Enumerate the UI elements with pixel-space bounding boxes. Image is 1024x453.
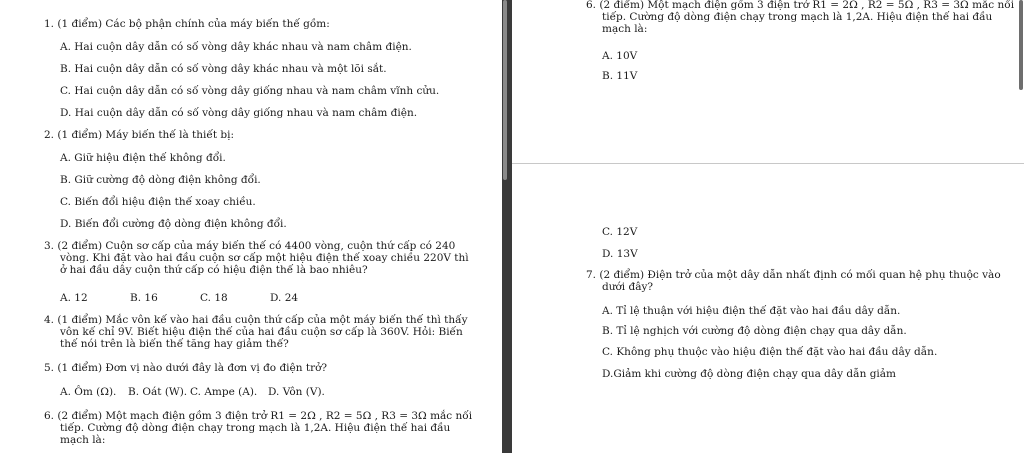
question-7-option-b: B. Tỉ lệ nghịch với cường độ dòng điện chạy qua dây dẫn. (602, 325, 907, 337)
question-2-title: 2. (1 điểm) Máy biến thế là thiết bị: (44, 129, 235, 141)
question-3-option-c: C. 18 (200, 292, 228, 304)
question-7-line-2: dưới đây? (602, 281, 654, 293)
question-1-option-c: C. Hai cuộn dây dẫn có số vòng dây giống nhau và nam châm vĩnh cửu. (60, 85, 440, 97)
question-3-option-b: B. 16 (130, 292, 158, 304)
question-1-option-a: A. Hai cuộn dây dẫn có số vòng dây khác nhau và nam châm điện. (60, 41, 412, 53)
question-6-option-b: B. 11V (602, 70, 638, 82)
question-7-option-c: C. Không phụ thuộc vào hiệu điện thế đặt vào hai đầu dây dẫn. (602, 346, 938, 358)
question-6-line-2: tiếp. Cường độ dòng điện chạy trong mạch là 1,2A. Hiệu điện thế hai đầu (602, 11, 993, 23)
question-5-option-b: B. Oát (W). (128, 386, 188, 398)
left-page (0, 0, 502, 453)
question-4-line-2: vôn kế chỉ 9V. Biết hiệu điện thế của hai đầu cuộn sơ cấp là 360V. Hỏi: Biến (60, 326, 463, 338)
question-6-line-1: 6. (2 điểm) Một mạch điện gồm 3 điện trở R1 = 2Ω , R2 = 5Ω , R3 = 3Ω mắc nối (586, 0, 1015, 11)
question-3-line-3: ở hai đầu dây cuộn thứ cấp có hiệu điện thế là bao nhiêu? (60, 264, 368, 276)
question-3-option-a: A. 12 (60, 292, 88, 304)
question-3-line-1: 3. (2 điểm) Cuộn sơ cấp của máy biến thế có 4400 vòng, cuộn thứ cấp có 240 (44, 240, 456, 252)
question-1-title: 1. (1 điểm) Các bộ phận chính của máy biến thế gồm: (44, 18, 330, 30)
question-3-line-2: vòng. Khi đặt vào hai đầu cuộn sơ cấp một hiệu điện thế xoay chiều 220V thì (60, 252, 469, 264)
question-6-line-2: tiếp. Cường độ dòng điện chạy trong mạch là 1,2A. Hiệu điện thế hai đầu (60, 422, 451, 434)
question-6-option-c: C. 12V (602, 226, 638, 238)
question-4-line-3: thế nói trên là biến thế tăng hay giảm thế? (60, 338, 289, 350)
question-6-option-d: D. 13V (602, 248, 638, 260)
question-6-option-a: A. 10V (602, 50, 638, 62)
question-7-option-a: A. Tỉ lệ thuận với hiệu điện thế đặt vào hai đầu dây dẫn. (602, 305, 901, 317)
question-7-option-d: D.Giảm khi cường độ dòng điện chạy qua dây dẫn giảm (602, 368, 896, 380)
question-2-option-d: D. Biến đổi cường độ dòng điện không đổi. (60, 218, 287, 230)
question-6-line-1: 6. (2 điểm) Một mạch điện gồm 3 điện trở R1 = 2Ω , R2 = 5Ω , R3 = 3Ω mắc nối (44, 410, 473, 422)
page-break-divider (512, 163, 1024, 164)
right-scrollbar[interactable] (1019, 0, 1023, 90)
question-2-option-b: B. Giữ cường độ dòng điện không đổi. (60, 174, 261, 186)
question-2-option-a: A. Giữ hiệu điện thế không đổi. (60, 152, 226, 164)
question-5-option-d: D. Vôn (V). (268, 386, 325, 398)
question-2-option-c: C. Biến đổi hiệu điện thế xoay chiều. (60, 196, 256, 208)
question-4-line-1: 4. (1 điểm) Mắc vôn kế vào hai đầu cuộn thứ cấp của một máy biến thế thì thấy (44, 314, 468, 326)
question-5-title: 5. (1 điểm) Đơn vị nào dưới đây là đơn vị đo điện trở? (44, 362, 328, 374)
question-6-line-3: mạch là: (602, 23, 648, 35)
question-7-line-1: 7. (2 điểm) Điện trở của một dây dẫn nhất định có mối quan hệ phụ thuộc vào (586, 269, 1001, 281)
question-1-option-d: D. Hai cuộn dây dẫn có số vòng dây giống nhau và nam châm điện. (60, 107, 418, 119)
right-page (512, 0, 1024, 453)
question-5-option-a: A. Ôm (Ω). (60, 386, 117, 398)
question-3-option-d: D. 24 (270, 292, 299, 304)
question-5-option-c: C. Ampe (A). (190, 386, 258, 398)
question-6-line-3: mạch là: (60, 434, 106, 446)
left-scrollbar[interactable] (503, 0, 507, 180)
question-1-option-b: B. Hai cuộn dây dẫn có số vòng dây khác nhau và một lõi sắt. (60, 63, 387, 75)
